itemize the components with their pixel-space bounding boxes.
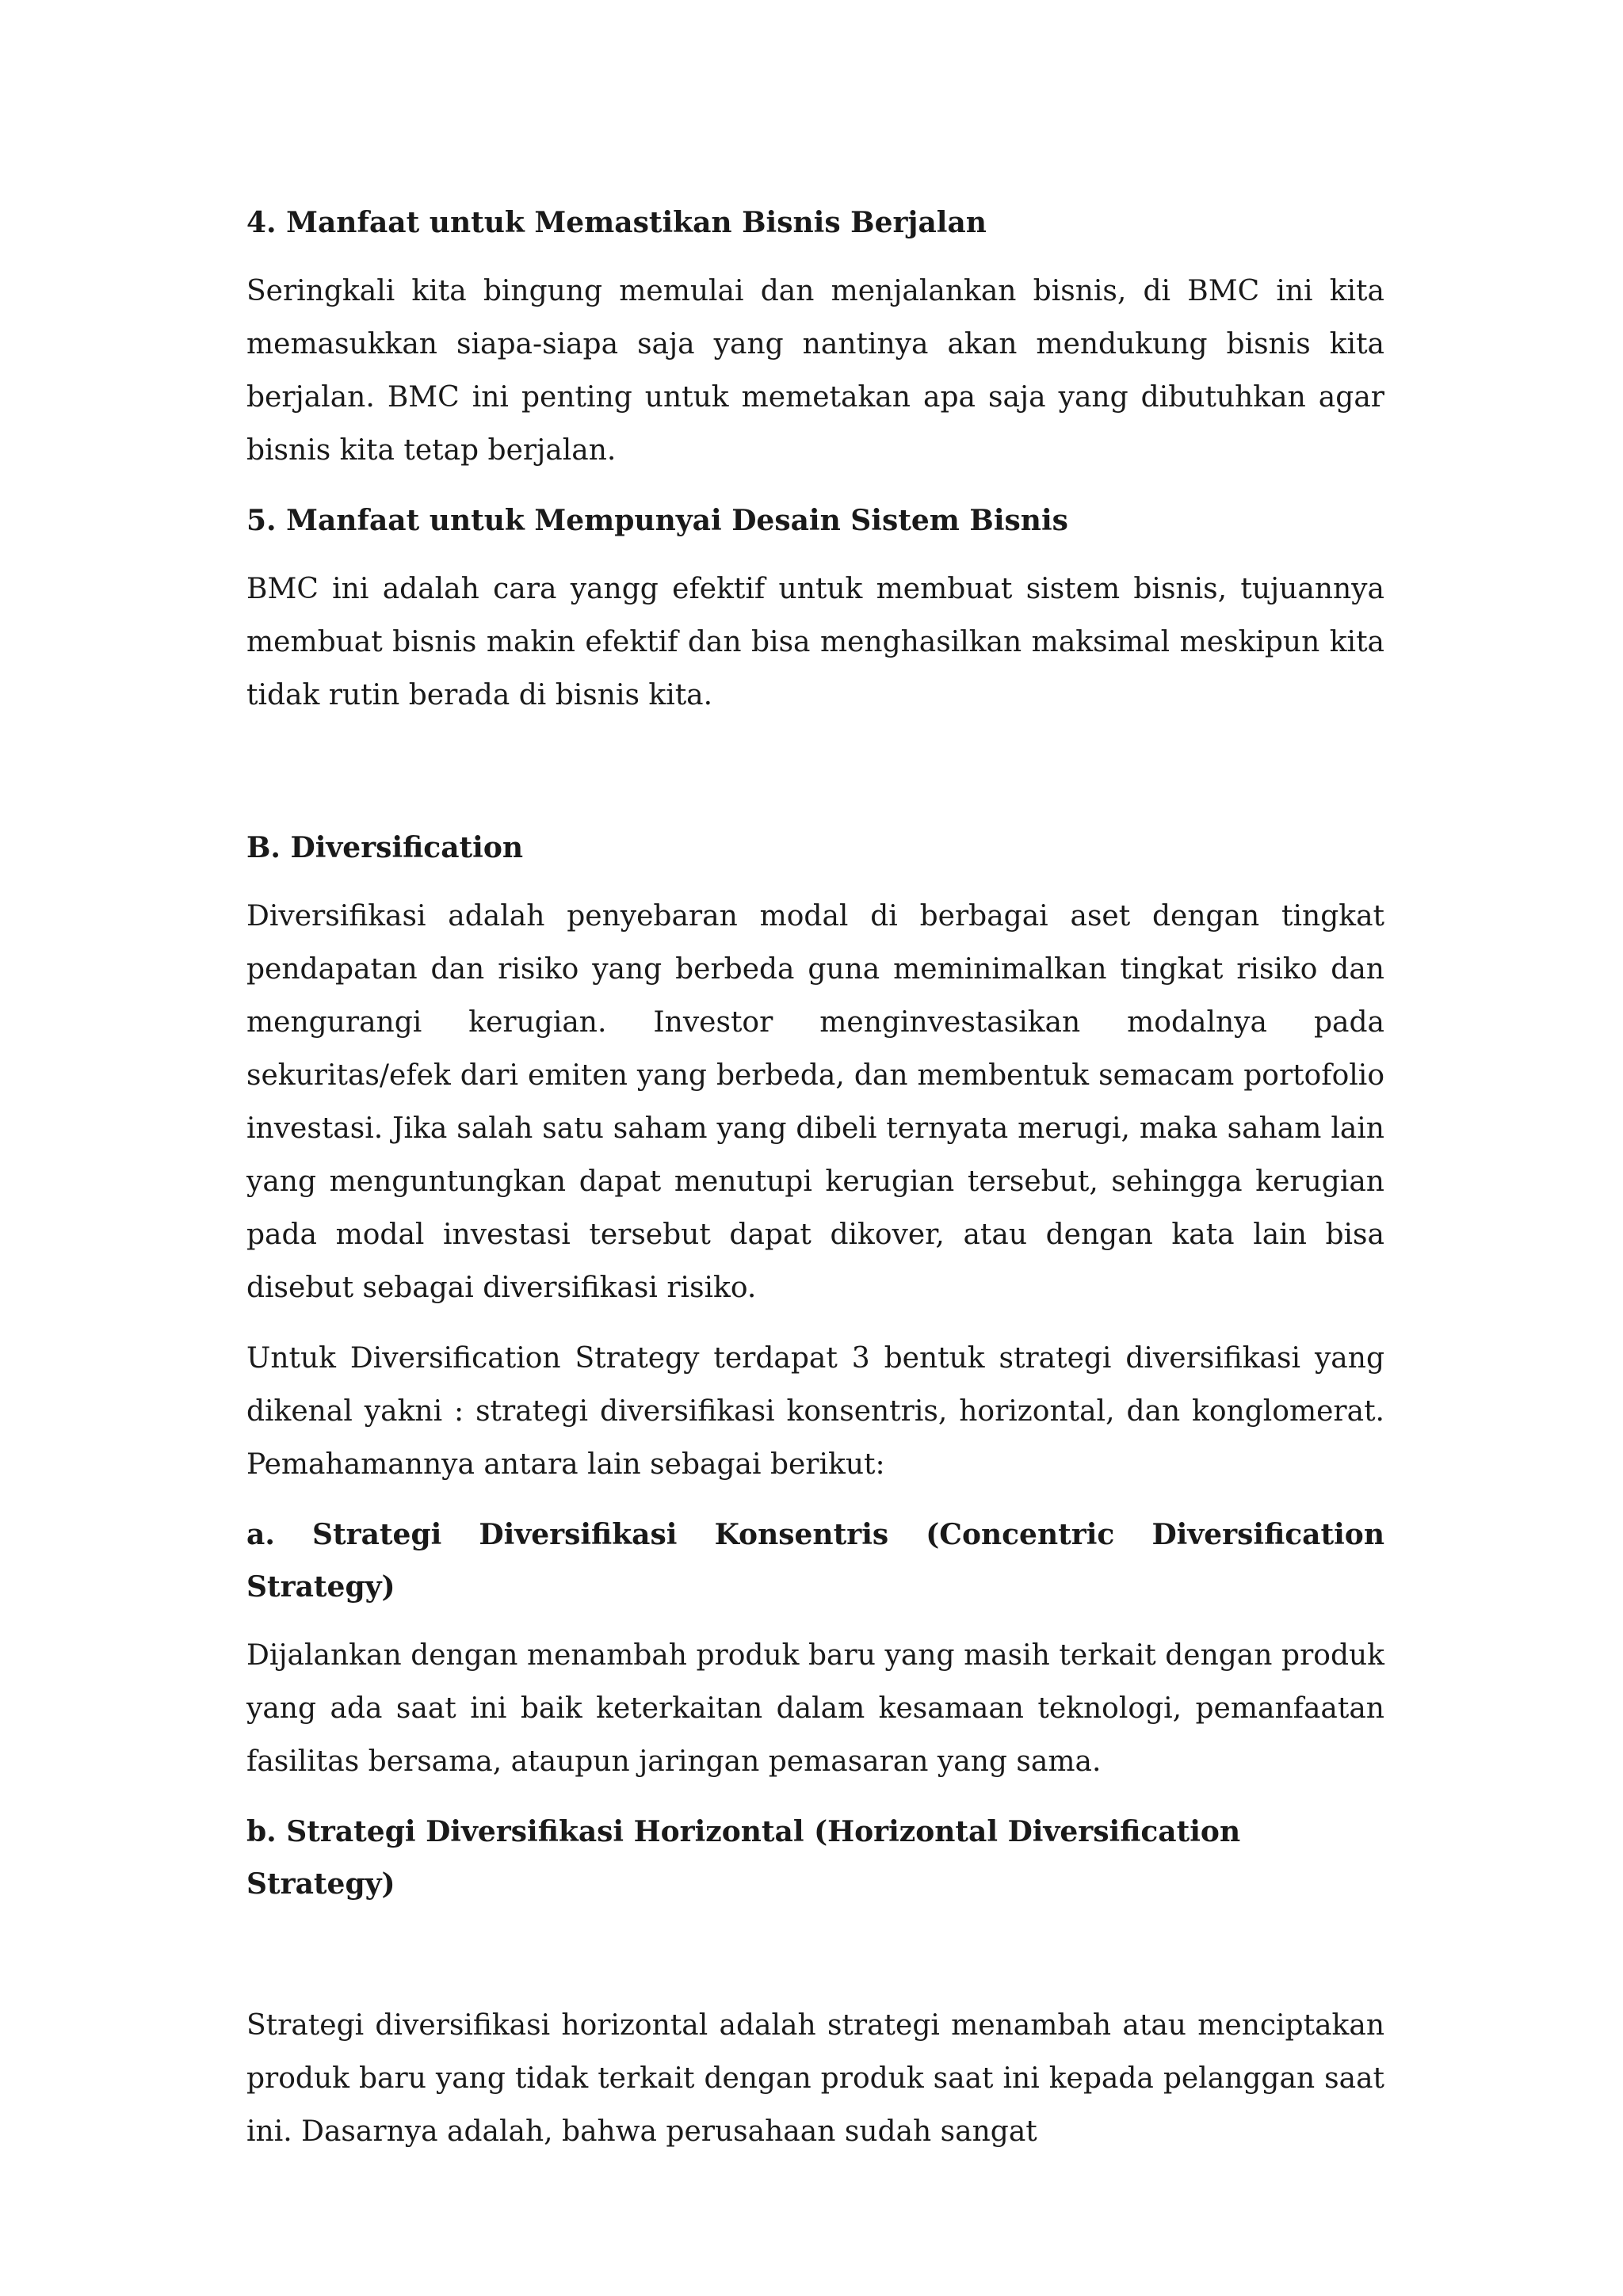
heading-diversification: B. Diversification <box>246 831 524 864</box>
document-content <box>246 196 1384 2176</box>
heading-section-5: 5. Manfaat untuk Mempunyai Desain Sistem Bisnis <box>246 504 1068 537</box>
paragraph-diversification-strategy: Untuk Diversification Strategy terdapat 3 bentuk strategi diversifikasi yang dikenal yakni : strategi diversifikasi konsentris, horizontal, dan konglomerat. Pemahamannya antara lain sebagai berikut: <box>246 1342 1384 1481</box>
paragraph-horizontal-strategy: Strategi diversifikasi horizontal adalah strategi menambah atau menciptakan produk baru yang tidak terkait dengan produk saat ini kepada pelanggan saat ini. Dasarnya adalah, bahwa perusahaan sudah sangat <box>246 2009 1384 2148</box>
heading-concentric-strategy: a. Strategi Diversifikasi Konsentris (Concentric Diversification Strategy) <box>246 1518 1384 1604</box>
paragraph-section-4: Seringkali kita bingung memulai dan menjalankan bisnis, di BMC ini kita memasukkan siapa-siapa saja yang nantinya akan mendukung bisnis kita berjalan. BMC ini penting untuk memetakan apa saja yang dibutuhkan agar bisnis kita tetap berjalan. <box>246 275 1384 467</box>
heading-section-4: 4. Manfaat untuk Memastikan Bisnis Berjalan <box>246 206 987 239</box>
heading-horizontal-strategy: b. Strategi Diversifikasi Horizontal (Horizontal Diversification Strategy) <box>246 1815 1241 1901</box>
section-spacer <box>246 739 1384 822</box>
paragraph-section-5: BMC ini adalah cara yangg efektif untuk membuat sistem bisnis, tujuannya membuat bisnis makin efektif dan bisa menghasilkan maksimal meskipun kita tidak rutin berada di bisnis kita. <box>246 573 1384 711</box>
paragraph-concentric-strategy: Dijalankan dengan menambah produk baru yang masih terkait dengan produk yang ada saat ini baik keterkaitan dalam kesamaan teknologi, pemanfaatan fasilitas bersama, ataupun jaringan pemasaran yang sama. <box>246 1639 1384 1778</box>
section-spacer <box>246 1926 1384 1999</box>
paragraph-diversification-definition: Diversifikasi adalah penyebaran modal di berbagai aset dengan tingkat pendapatan dan risiko yang berbeda guna meminimalkan tingkat risiko dan mengurangi kerugian. Investor menginvestasikan modalnya pada sekuritas/efek dari emiten yang berbeda, dan membentuk semacam portofolio investasi. Jika salah satu saham yang dibeli ternyata merugi, maka saham lain yang menguntungkan dapat menutupi kerugian tersebut, sehingga kerugian pada modal investasi tersebut dapat dikover, atau dengan kata lain bisa disebut sebagai diversifikasi risiko. <box>246 900 1384 1304</box>
